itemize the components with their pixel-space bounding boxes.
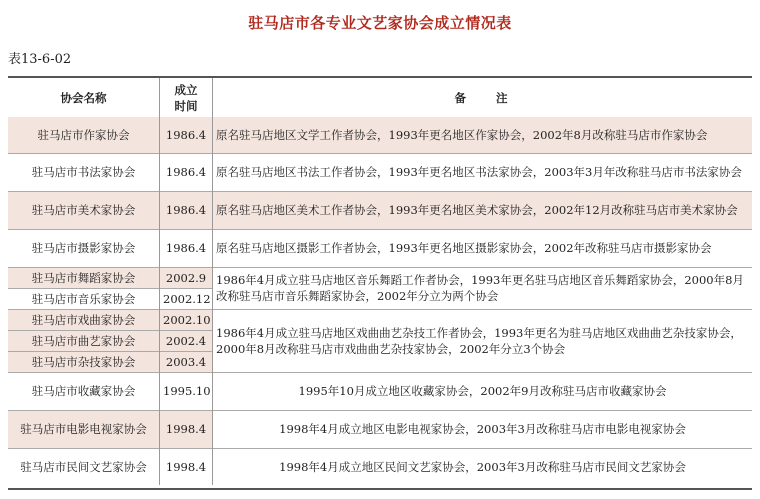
row-name: 驻马店市杂技家协会: [8, 351, 160, 372]
table-row: [8, 267, 752, 288]
row-time: 2002.10: [160, 309, 213, 330]
row-name: 驻马店市摄影家协会: [8, 229, 160, 267]
row-name: 驻马店市收藏家协会: [8, 372, 160, 410]
row-time: 2002.12: [160, 288, 213, 309]
table-row: [8, 191, 752, 229]
table-row: [8, 410, 752, 448]
row-time: 1998.4: [160, 410, 213, 448]
header-name: 协会名称: [60, 90, 107, 105]
table-row: [8, 448, 752, 485]
table-row: [8, 117, 752, 153]
row-time: 1986.4: [160, 191, 213, 229]
table-code: 表13-6-02: [8, 52, 72, 67]
row-note: 1998年4月成立地区电影电视家协会，2003年3月改称驻马店市电影电视家协会: [213, 410, 753, 448]
table-row: [8, 229, 752, 267]
header-time: [160, 78, 213, 117]
bottom-rule: [8, 488, 752, 490]
row-name: 驻马店市书法家协会: [8, 153, 160, 191]
row-note: 1986年4月成立驻马店地区戏曲曲艺杂技工作者协会，1993年更名为驻马店地区戏曲曲艺杂技家协会，2000年8月改称驻马店市戏曲曲艺杂技家协会，2002年分立3个协会: [213, 309, 753, 372]
table-row: [8, 153, 752, 191]
row-time: 1986.4: [160, 117, 213, 153]
table-title: 驻马店市各专业文艺家协会成立情况表: [248, 14, 512, 32]
header-note: 备注: [213, 78, 753, 117]
row-time: 2003.4: [160, 351, 213, 372]
associations-table: [8, 78, 752, 485]
row-note: 原名驻马店地区美术工作者协会，1993年更名地区美术家协会，2002年12月改称驻马店市美术家协会: [213, 191, 753, 229]
row-name: 驻马店市美术家协会: [8, 191, 160, 229]
row-name: 驻马店市舞蹈家协会: [8, 267, 160, 288]
table-row: [8, 309, 752, 330]
row-time: 1986.4: [160, 153, 213, 191]
row-time: 1995.10: [160, 372, 213, 410]
row-name: 驻马店市戏曲家协会: [8, 309, 160, 330]
row-time: 1986.4: [160, 229, 213, 267]
row-note: 原名驻马店地区摄影工作者协会，1993年更名地区摄影家协会，2002年改称驻马店市摄影家协会: [213, 229, 753, 267]
row-time: 2002.9: [160, 267, 213, 288]
row-time: 2002.4: [160, 330, 213, 351]
table-header-row: [8, 78, 752, 117]
row-note: 1998年4月成立地区民间文艺家协会，2003年3月改称驻马店市民间文艺家协会: [213, 448, 753, 485]
row-name: 驻马店市曲艺家协会: [8, 330, 160, 351]
row-note: 1995年10月成立地区收藏家协会，2002年9月改称驻马店市收藏家协会: [213, 372, 753, 410]
row-name: 驻马店市作家协会: [8, 117, 160, 153]
row-name: 驻马店市音乐家协会: [8, 288, 160, 309]
row-note: 原名驻马店地区文学工作者协会，1993年更名地区作家协会，2002年8月改称驻马店市作家协会: [213, 117, 753, 153]
header-time-line2: 时间: [174, 98, 198, 113]
row-note: 1986年4月成立驻马店地区音乐舞蹈工作者协会，1993年更名驻马店地区音乐舞蹈家协会，2000年8月改称驻马店市音乐舞蹈家协会，2002年分立为两个协会: [213, 267, 753, 309]
row-name: 驻马店市民间文艺家协会: [8, 448, 160, 485]
table-row: [8, 372, 752, 410]
row-note: 原名驻马店地区书法工作者协会，1993年更名地区书法家协会，2003年3月年改称驻马店市书法家协会: [213, 153, 753, 191]
header-time-line1: 成立: [174, 82, 198, 97]
row-name: 驻马店市电影电视家协会: [8, 410, 160, 448]
row-time: 1998.4: [160, 448, 213, 485]
